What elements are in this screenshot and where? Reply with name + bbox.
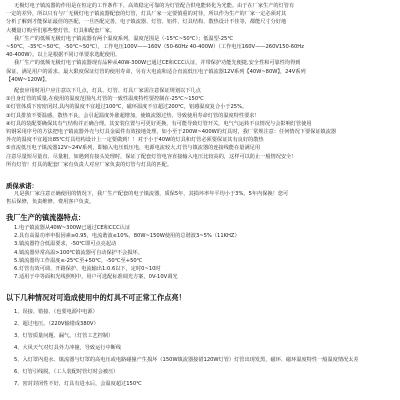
notice-line: ①自身灯管的质量,在使用的温度范围内,灯管的一致性温度特性要控制在-25℃~150℃ <box>6 96 204 103</box>
warning-item: 3、灯管质量问题、漏气。（灯管工艺控制） <box>14 333 114 339</box>
warning-item: 5、入灯罩内进水、镇流器与灯罩的高电压或电路碰撞产生损坏（150W镇流器接错120W灯管）灯管出现发黑，磁环、磁环温度特性一般温度情况太差 <box>14 357 359 363</box>
notice-section <box>6 87 394 169</box>
intro-line: 无极灯电子镇流器的作用是在恒定的工作条件下，高效稳定可靠的为灯管配合供电能转化为光能。由于在厂家生产的灯管有 <box>14 3 295 9</box>
feature-item: 7.适用于中等面积光线照明中，用户可选配标准调光方案，0V-10V调光 <box>14 274 178 281</box>
feature-item: 3.镇流器符合低温要求，-50℃即可点亮起动 <box>14 241 117 248</box>
warning-item: 4、大风天气对灯具外力冲撞，导致运行中断线 <box>14 345 122 351</box>
warning-list <box>6 306 394 390</box>
features-title: 我厂生产的镇流器特点： <box>6 213 86 222</box>
feature-item: 1.电子镇流器从40W~300W已通过CE和CCC认证 <box>14 225 131 231</box>
intro-section <box>6 2 394 84</box>
intro-line: 大概量订购至们那些整灯管，灯具和配套厂家。 <box>6 27 115 34</box>
notice-line: ②灯管体质下密密闭封,具内的温度不宜超过100℃，磁环温度不宜超过200℃，铝感温度复合小于25%。 <box>6 104 248 111</box>
warning-item: 6、灯管引线脱，（工人装配时管灯时会被压） <box>14 369 119 375</box>
intro-line: 【40W~120W】。 <box>6 76 51 83</box>
intro-line: 我厂生产的低频无极灯电子镇流器有两个温度系列，温度范围是（-15℃~50℃）；低温型-25℃ <box>14 35 234 42</box>
warning-item: 7、密封封闭性不好，灯具有进水后，会温度超过150℃ <box>14 381 142 387</box>
feature-item: 5.镇流器均工作温度≤-25℃至+50℃，-50℃至+50℃ <box>14 257 143 264</box>
intro-line: 我厂生产的低频无极灯电子镇流器现有品种从40W-300W已通过CE和CCC认证，并带保护功能先便捷,安全性和可靠性均得到 <box>14 60 301 67</box>
intro-line: 保证，满足用户的需求。最大限度保证灯管的使用寿命，另有大电流和适合直流低压电子镇流器12V系列【40W~80W】，24V系列 <box>6 68 306 75</box>
quality-line: 售后保修，负责维修、费用客户负责。 <box>6 199 95 206</box>
intro-line: ~50℃，-35℃~50℃，-50℃~50℃），工作电压100V——160V（50-60Hz 40-400W）（工作电压160V——260V150-60Hz <box>6 44 304 51</box>
notice-line: 注意尽量短尽量直、尽量粗，如遇到有接头处理时，保证了配套灯管电容直接输入电压比较高的，这样可以防止一般情况安全！ <box>6 153 297 160</box>
intro-line: 分析了解到才能保证最佳的匹配，一旦匹配完善，电子镇流器、灯管、铝件、灯具结构、散热设计不佳等，都能尺寸分好地 <box>6 19 287 26</box>
quality-title: 质保承诺： <box>6 182 38 190</box>
notice-line: ④灯具的装配要确保其有气结构并正确合理。其安装位置与可更好更换，有可能导致灯管开关，电气气运转不良情况与会影响灯管使用 <box>6 120 312 127</box>
notice-line: ⑤直流低压电子镇流器12V~24V系列，即输入电压低压电，电源电流较大,灯管与镇流器的连接线能在量满足用 <box>6 145 261 152</box>
intro-line: 一定的差异，所以只有与厂无极灯电子镇流器配套的灯管，灯具厂家一定要慎重的对待，所以作为生产的厂家一定必须对其 <box>6 11 287 18</box>
quality-line: 凡是我厂家注意正确使用的情况下，我厂生产配套的电子镇流器，质保5年，其损坏率年平均小于3%，5年内保换！您可 <box>14 191 289 197</box>
warning-item: 2、超过电压。（220V输错成380V） <box>14 321 99 327</box>
features-list <box>6 224 394 281</box>
notice-line: ③灯具排放不要温感，散热不良，会引起温度外涨超增加，使镇流器过热，导致使用寿命灯管的温度特性要求！ <box>6 112 260 119</box>
feature-item: 6.灯管有效可调、开路保护、电流输出1:0.6以下，定时0~10时 <box>14 266 161 273</box>
notice-line: 配套应用时用户应注意以下几点，灯具、灯管、灯具厂家需注意保证规划以下几点 <box>14 88 201 94</box>
notice-line: 外壳的温度不宜超出85℃灯具结构设计上一定要做到！！对于小于40W的灯具和灯管必须要保证其有良好的散热 <box>6 137 264 144</box>
notice-line: 所有灯管！灯具的配套厂家有负责人对应厂家负责的灯管与灯具的匹配。 <box>6 161 173 168</box>
quality-section <box>6 190 394 206</box>
warning-item: 1、误接、错接、（也要电源中电源） <box>14 309 98 315</box>
warning-title: 以下几种情况对可造成使用中的灯具不可正常工作点亮！ <box>6 293 186 302</box>
notice-line: 钨钢采用序号的方法把电子镇流器外壳与灯具金属件有效接地处理，如小至于200W~400W的灯具时，我厂常规注意：任何情况下要保证镇流器 <box>6 129 337 136</box>
feature-item: 4.镇流器异常高温>100℃镇流器可自动保护不会损坏。 <box>14 249 143 256</box>
intro-line: 40-400W）。以上是根据不同订单要求选配使用。 <box>6 52 121 59</box>
feature-item: 2.具有高温功率申报因素≥0.95，电流谐波≤10%，80W~150W使用的总谐波3~5%（11KHZ） <box>14 233 240 240</box>
